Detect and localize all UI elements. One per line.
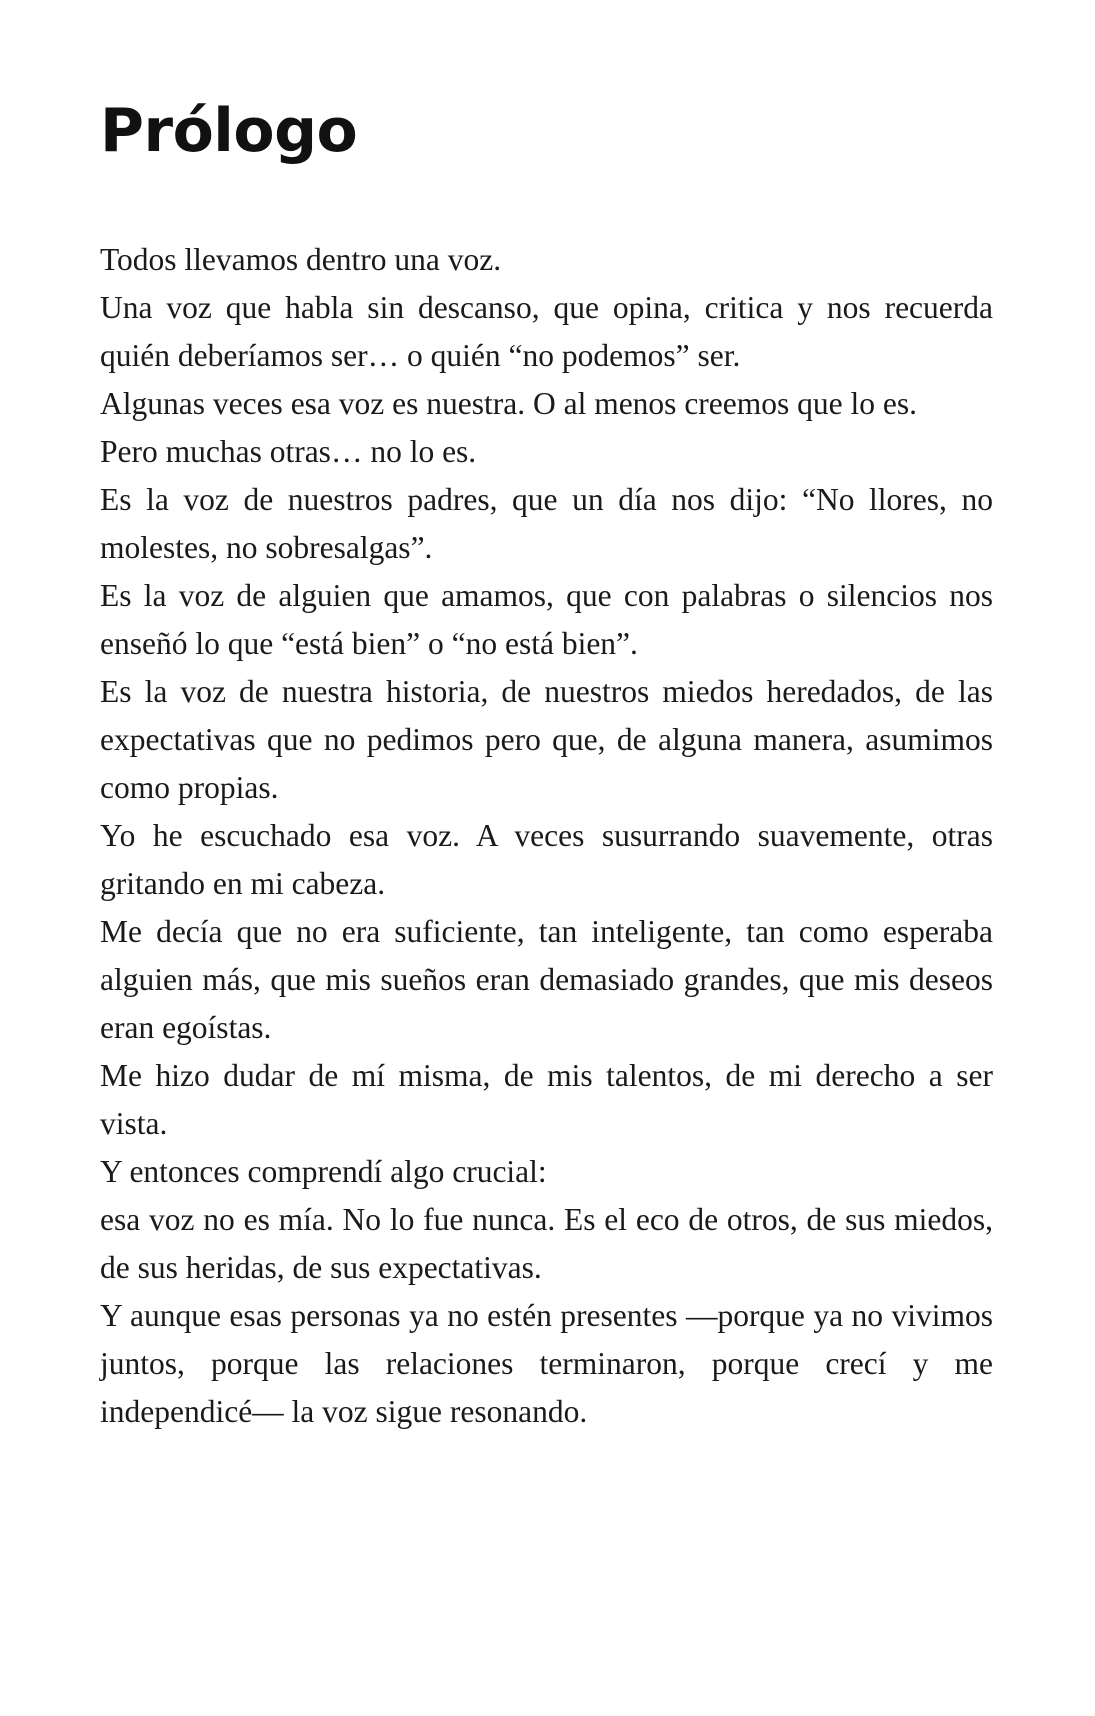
chapter-body <box>100 236 993 1436</box>
paragraph: Me decía que no era suficiente, tan inteligente, tan como esperaba alguien más, que mis sueños eran demasiado grandes, que mis deseos eran egoístas. <box>100 914 993 1045</box>
paragraph: Pero muchas otras… no lo es. <box>100 434 477 469</box>
paragraph: Me hizo dudar de mí misma, de mis talentos, de mi derecho a ser vista. <box>100 1058 993 1141</box>
paragraph: Es la voz de alguien que amamos, que con palabras o silencios nos enseñó lo que “está bien” o “no está bien”. <box>100 578 993 661</box>
paragraph: Todos llevamos dentro una voz. <box>100 242 502 277</box>
paragraph: Y aunque esas personas ya no estén presentes —porque ya no vivimos juntos, porque las relaciones terminaron, porque crecí y me independicé— la voz sigue resonando. <box>100 1298 993 1429</box>
paragraph: Es la voz de nuestros padres, que un día nos dijo: “No llores, no molestes, no sobresalgas”. <box>100 482 993 565</box>
paragraph: Y entonces comprendí algo crucial: <box>100 1154 547 1189</box>
paragraph: Algunas veces esa voz es nuestra. O al menos creemos que lo es. <box>100 386 917 421</box>
paragraph: Yo he escuchado esa voz. A veces susurrando suavemente, otras gritando en mi cabeza. <box>100 818 993 901</box>
paragraph: Es la voz de nuestra historia, de nuestros miedos heredados, de las expectativas que no pedimos pero que, de alguna manera, asumimos como propias. <box>100 674 993 805</box>
paragraph: esa voz no es mía. No lo fue nunca. Es el eco de otros, de sus miedos, de sus heridas, de sus expectativas. <box>100 1202 993 1285</box>
chapter-title: Prólogo <box>100 96 358 166</box>
paragraph: Una voz que habla sin descanso, que opina, critica y nos recuerda quién deberíamos ser… o quién “no podemos” ser. <box>100 290 993 373</box>
